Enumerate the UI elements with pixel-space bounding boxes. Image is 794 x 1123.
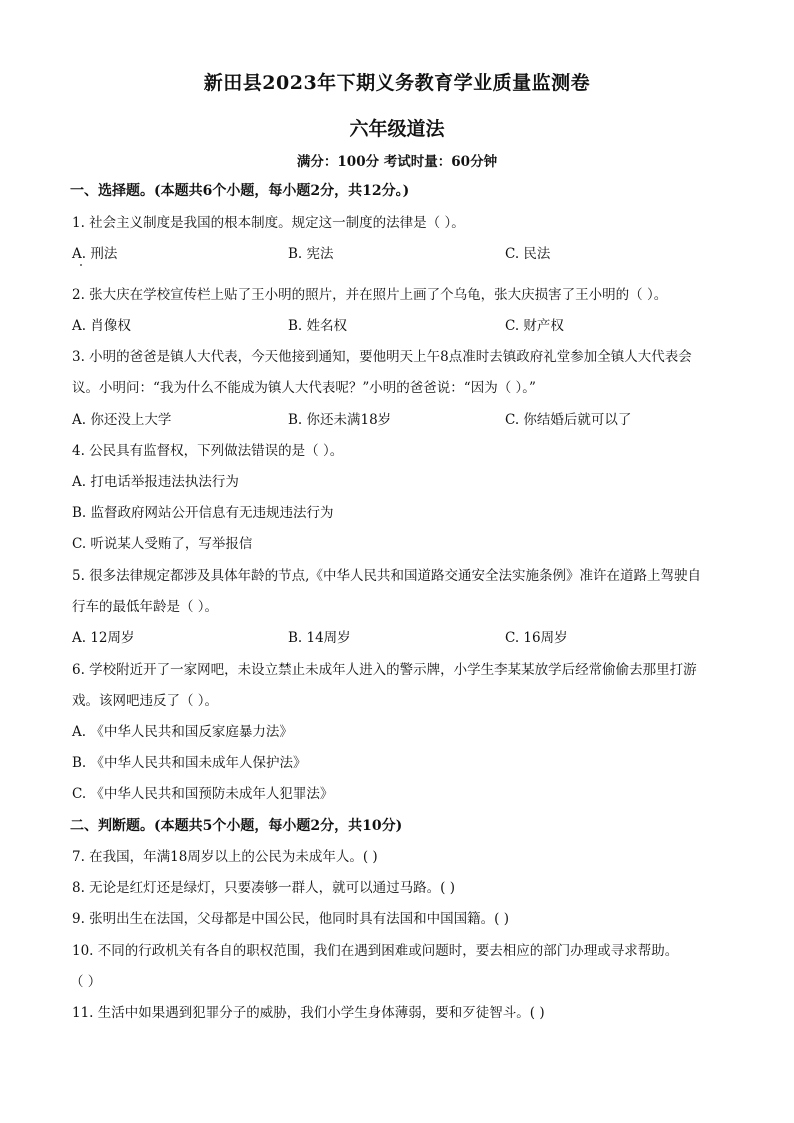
question-5-stem-line2: 行车的最低年龄是（ ）。 [72,599,219,615]
question-6-stem-line1: 6. 学校附近开了一家网吧，未设立禁止未成年人进入的警示牌，小学生李某某放学后经常偷偷去那里打游 [72,662,697,678]
question-4-option-a: A. 打电话举报违法执法行为 [72,474,239,490]
question-2-option-a: A. 肖像权 [72,318,131,334]
question-1-option-a: A. 刑法 [72,246,118,262]
question-4-option-c: C. 听说某人受贿了，写举报信 [72,536,253,552]
section-2-heading: 二、判断题。(本题共5个小题，每小题2分，共10分) [70,818,403,834]
question-6-option-b: B. 《中华人民共和国未成年人保护法》 [72,755,307,771]
question-2-option-b: B. 姓名权 [288,318,348,334]
question-6-option-c: C. 《中华人民共和国预防未成年人犯罪法》 [72,786,334,802]
question-2-option-c: C. 财产权 [505,318,564,334]
question-7: 7. 在我国，年满18周岁以上的公民为未成年人。( ) [72,849,378,865]
question-3-stem-line1: 3. 小明的爸爸是镇人大代表，今天他接到通知，要他明天上午8点准时去镇政府礼堂参加全镇人大代表会 [72,349,692,365]
exam-info: 满分：100分 考试时量：60分钟 [296,154,498,170]
question-11: 11. 生活中如果遇到犯罪分子的威胁，我们小学生身体薄弱，要和歹徒智斗。( ) [72,1005,545,1021]
question-3-stem-line2: 议。小明问：“我为什么不能成为镇人大代表呢？”小明的爸爸说：“因为（ ）。” [72,380,536,396]
question-8: 8. 无论是红灯还是绿灯，只要凑够一群人，就可以通过马路。( ) [72,880,455,896]
question-5-stem-line1: 5. 很多法律规定都涉及具体年龄的节点,《中华人民共和国道路交通安全法实施条例》准许在道路上驾驶自 [72,568,701,584]
question-1-option-b: B. 宪法 [288,246,334,262]
question-10-answer-blank: （ ） [70,974,102,990]
question-1-option-c: C. 民法 [505,246,551,262]
question-4-stem: 4. 公民具有监督权，下列做法错误的是（ ）。 [72,443,344,459]
question-3-option-c: C. 你结婚后就可以了 [505,412,632,428]
question-9: 9. 张明出生在法国，父母都是中国公民，他同时具有法国和中国国籍。( ) [72,911,509,927]
question-5-option-b: B. 14周岁 [288,630,351,646]
question-3-option-a: A. 你还没上大学 [72,412,172,428]
exam-subtitle: 六年级道法 [349,118,445,140]
question-4-option-b: B. 监督政府网站公开信息有无违规违法行为 [72,505,334,521]
question-5-option-a: A. 12周岁 [72,630,135,646]
question-1-stem: 1. 社会主义制度是我国的根本制度。规定这一制度的法律是（ ）。 [72,215,465,231]
question-6-option-a: A. 《中华人民共和国反家庭暴力法》 [72,724,293,740]
question-5-option-c: C. 16周岁 [505,630,568,646]
question-6-stem-line2: 戏。该网吧违反了（ ）。 [72,693,219,709]
exam-title: 新田县2023年下期义务教育学业质量监测卷 [203,72,591,94]
question-10-line1: 10. 不同的行政机关有各自的职权范围，我们在遇到困难或问题时，要去相应的部门办理或寻求帮助。 [72,943,679,959]
question-3-option-b: B. 你还未满18岁 [288,412,392,428]
question-2-stem: 2. 张大庆在学校宣传栏上贴了王小明的照片，并在照片上画了个乌龟，张大庆损害了王小明的（ ）。 [72,287,668,303]
stray-dot [80,264,82,266]
section-1-heading: 一、选择题。(本题共6个小题，每小题2分，共12分。) [70,183,410,199]
